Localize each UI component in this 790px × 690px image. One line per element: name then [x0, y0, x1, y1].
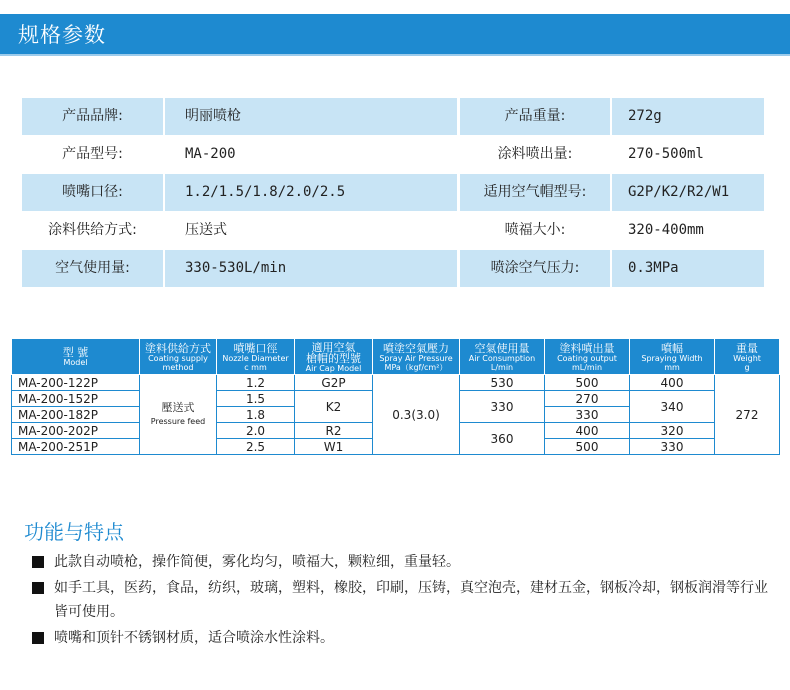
spec-value: 270-500ml [628, 146, 704, 162]
square-bullet-icon [32, 632, 44, 644]
spec-value: 明丽喷枪 [165, 98, 457, 135]
square-bullet-icon [32, 582, 44, 594]
output-cell: 270 [545, 391, 630, 407]
list-item [32, 576, 772, 624]
model-table-wrapper [11, 338, 779, 463]
table-header-row [12, 339, 780, 375]
square-bullet-icon [32, 556, 44, 568]
aircap-cell: R2 [295, 423, 373, 439]
spec-value: 272g [612, 98, 764, 135]
section-header-bar [0, 14, 790, 54]
features-title: 功能与特点 [24, 520, 124, 544]
spec-row [22, 136, 764, 174]
weight-cell: 272 [715, 375, 780, 455]
spec-value: 1.2/1.5/1.8/2.0/2.5 [165, 174, 457, 211]
spec-value: 0.3MPa [612, 250, 764, 287]
feature-text: 喷嘴和顶针不锈钢材质，适合喷涂水性涂料。 [54, 630, 334, 646]
model-cell: MA-200-202P [12, 423, 140, 439]
spec-value: G2P/K2/R2/W1 [612, 174, 764, 211]
col-header-nozzle: 噴嘴口徑 Nozzle Diameter c mm [217, 339, 295, 375]
spec-value: MA-200 [185, 146, 236, 162]
spec-value: 320-400mm [628, 222, 704, 238]
model-cell: MA-200-152P [12, 391, 140, 407]
feed-cell: 壓送式 Pressure feed [140, 375, 217, 455]
aircap-cell: G2P [295, 375, 373, 391]
width-cell: 320 [630, 423, 715, 439]
feature-text: 此款自动喷枪，操作简便，雾化均匀，喷福大，颗粒细，重量轻。 [54, 554, 460, 570]
spec-label: 产品重量: [460, 98, 610, 135]
pressure-cell: 0.3(3.0) [373, 375, 460, 455]
width-cell: 400 [630, 375, 715, 391]
header-divider [0, 54, 790, 56]
list-item [32, 626, 772, 650]
output-cell: 400 [545, 423, 630, 439]
features-list [32, 550, 772, 652]
spec-label: 产品品牌: [22, 98, 163, 135]
output-cell: 500 [545, 375, 630, 391]
page-title: 规格参数 [18, 23, 106, 47]
col-header-aircap: 適用空氣 槍帽的型號 Air Cap Model [295, 339, 373, 375]
spec-grid [22, 98, 764, 288]
col-header-width: 噴幅 Spraying Width mm [630, 339, 715, 375]
output-cell: 330 [545, 407, 630, 423]
spec-label: 喷嘴口径: [22, 174, 163, 211]
spec-row [22, 250, 764, 288]
model-cell: MA-200-251P [12, 439, 140, 455]
col-header-weight: 重量 Weight g [715, 339, 780, 375]
table-row [12, 375, 780, 391]
spec-row [22, 212, 764, 250]
spec-row [22, 174, 764, 212]
aircap-cell: W1 [295, 439, 373, 455]
feature-text: 如手工具，医药，食品，纺织，玻璃，塑料，橡胶，印刷，压铸，真空泡壳，建材五金，钢板冷却，钢板润滑等行业皆可使用。 [54, 580, 768, 620]
col-header-feed: 塗料供給方式 Coating supply method [140, 339, 217, 375]
width-cell: 340 [630, 391, 715, 423]
aircap-cell: K2 [295, 391, 373, 423]
nozzle-cell: 1.5 [217, 391, 295, 407]
spec-row [22, 98, 764, 136]
col-header-pressure: 噴塗空氣壓力 Spray Air Pressure MPa（kgf/cm²） [373, 339, 460, 375]
spec-label: 涂料喷出量: [497, 146, 573, 162]
spec-value: 压送式 [185, 222, 227, 238]
air-cell: 530 [460, 375, 545, 391]
col-header-air: 空氣使用量 Air Consumption L/min [460, 339, 545, 375]
col-header-output: 塗料噴出量 Coating output mL/min [545, 339, 630, 375]
nozzle-cell: 2.5 [217, 439, 295, 455]
spec-label: 喷涂空气压力: [460, 250, 610, 287]
spec-label: 空气使用量: [22, 250, 163, 287]
spec-label: 喷福大小: [504, 222, 566, 238]
model-table [11, 338, 780, 455]
width-cell: 330 [630, 439, 715, 455]
air-cell: 330 [460, 391, 545, 423]
nozzle-cell: 1.2 [217, 375, 295, 391]
list-item [32, 550, 772, 574]
spec-label: 涂料供给方式: [48, 222, 137, 238]
spec-label: 适用空气帽型号: [460, 174, 610, 211]
nozzle-cell: 1.8 [217, 407, 295, 423]
spec-label: 产品型号: [62, 146, 123, 162]
spec-value: 330-530L/min [165, 250, 457, 287]
model-cell: MA-200-122P [12, 375, 140, 391]
air-cell: 360 [460, 423, 545, 455]
col-header-model: 型 號 Model [12, 339, 140, 375]
model-cell: MA-200-182P [12, 407, 140, 423]
output-cell: 500 [545, 439, 630, 455]
nozzle-cell: 2.0 [217, 423, 295, 439]
